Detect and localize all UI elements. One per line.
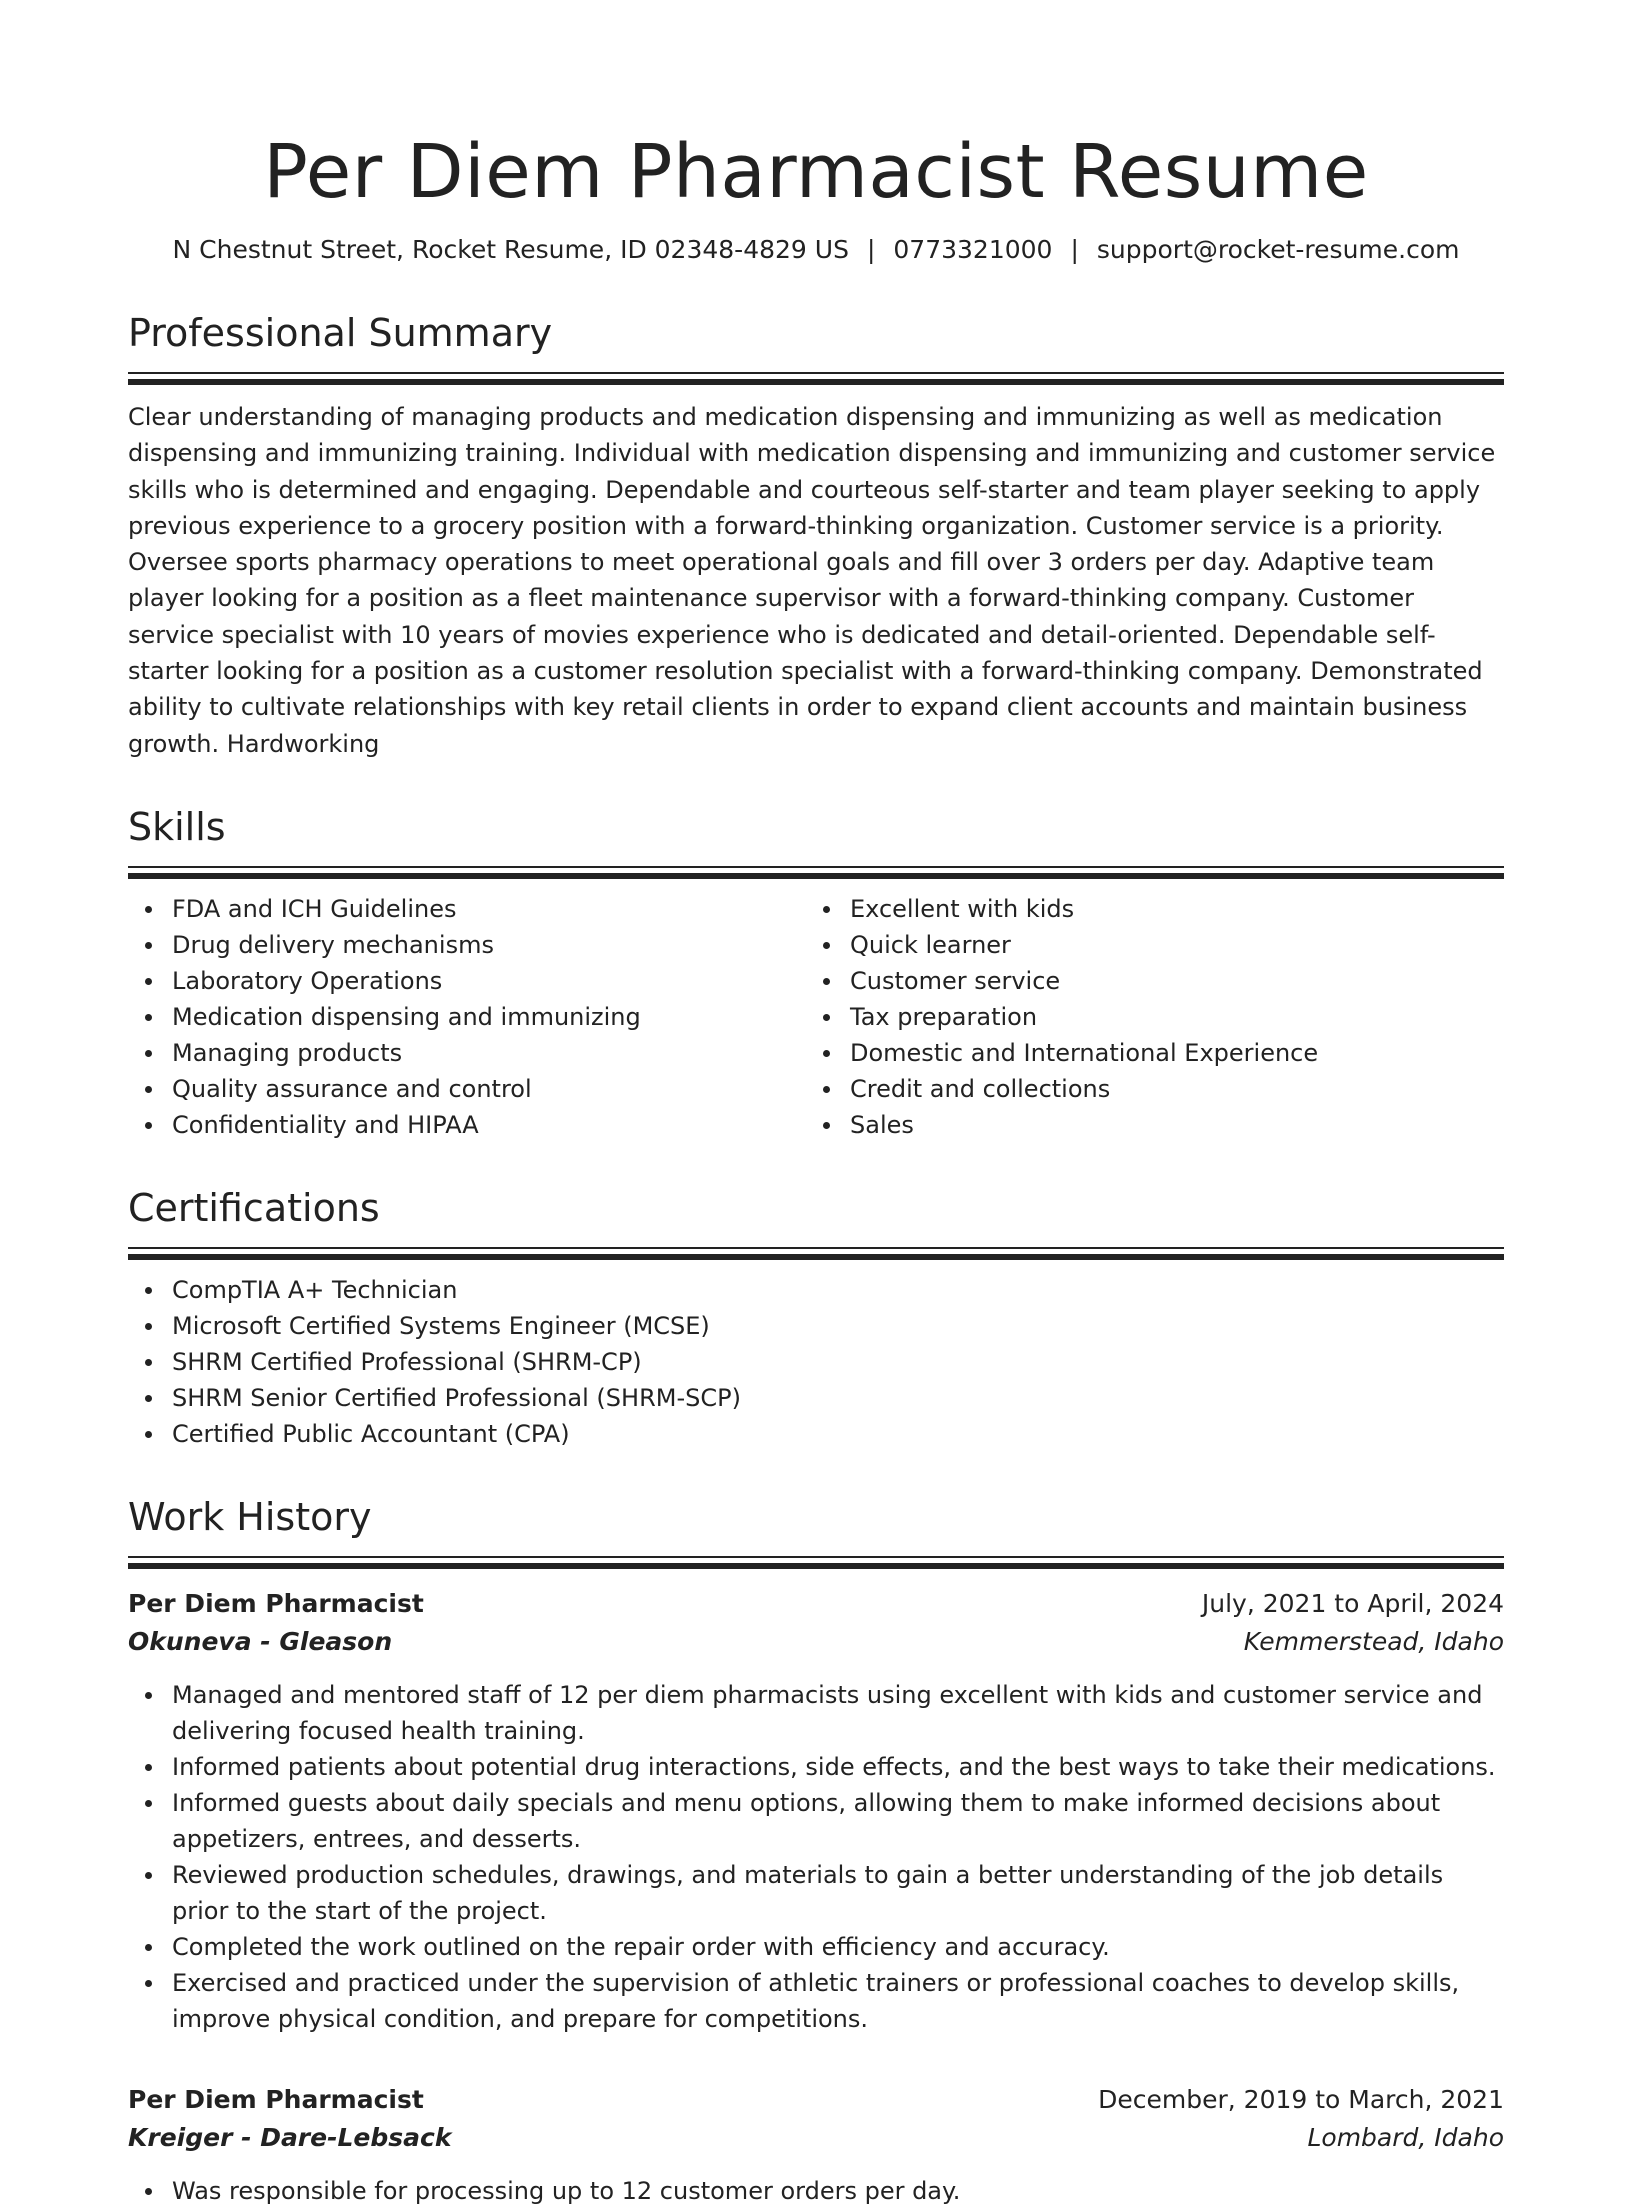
professional-summary-section bbox=[128, 308, 1504, 762]
skills-section bbox=[128, 802, 1504, 1143]
job-bullets bbox=[128, 2173, 1504, 2209]
skill-item: Quality assurance and control bbox=[128, 1071, 806, 1107]
section-divider bbox=[128, 1556, 1504, 1567]
certifications-section bbox=[128, 1183, 1504, 1452]
section-heading: Skills bbox=[128, 804, 226, 849]
job-bullet: Managed and mentored staff of 12 per diem pharmacists using excellent with kids and customer service and delivering focused health training. bbox=[128, 1677, 1504, 1749]
job-subheader-row bbox=[128, 1623, 1504, 1661]
skill-item: Drug delivery mechanisms bbox=[128, 927, 806, 963]
job-bullet: Informed patients about potential drug interactions, side effects, and the best ways to take their medications. bbox=[128, 1749, 1504, 1785]
skill-item: Credit and collections bbox=[806, 1071, 1484, 1107]
skill-item: Domestic and International Experience bbox=[806, 1035, 1484, 1071]
job-location: Kemmerstead, Idaho bbox=[1243, 1626, 1504, 1656]
skills-list-left bbox=[128, 891, 806, 1143]
skill-item: Customer service bbox=[806, 963, 1484, 999]
skill-item: Excellent with kids bbox=[806, 891, 1484, 927]
job-title: Per Diem Pharmacist bbox=[128, 1588, 424, 1618]
certification-item: Certified Public Accountant (CPA) bbox=[128, 1416, 1504, 1452]
skill-item: Quick learner bbox=[806, 927, 1484, 963]
resume-page bbox=[128, 118, 1504, 2209]
job-dates: December, 2019 to March, 2021 bbox=[1098, 2084, 1504, 2114]
skill-item: Tax preparation bbox=[806, 999, 1484, 1035]
skill-item: Sales bbox=[806, 1107, 1484, 1143]
work-history-section bbox=[128, 1492, 1504, 2209]
contact-separator: | bbox=[1070, 235, 1079, 264]
section-divider bbox=[128, 1247, 1504, 1258]
skill-item: Medication dispensing and immunizing bbox=[128, 999, 806, 1035]
job-entry bbox=[128, 1585, 1504, 2037]
skill-item: FDA and ICH Guidelines bbox=[128, 891, 806, 927]
job-bullets bbox=[128, 1677, 1504, 2037]
resume-title: Per Diem Pharmacist Resume bbox=[263, 129, 1369, 215]
skills-grid bbox=[128, 891, 1504, 1143]
certification-item: SHRM Certified Professional (SHRM-CP) bbox=[128, 1344, 1504, 1380]
job-company: Okuneva - Gleason bbox=[128, 1626, 393, 1656]
job-bullet: Exercised and practiced under the supervision of athletic trainers or professional coaches to develop skills, improve physical condition, and prepare for competitions. bbox=[128, 1965, 1504, 2037]
section-heading: Certifications bbox=[128, 1185, 380, 1230]
job-bullet: Reviewed production schedules, drawings, and materials to gain a better understanding of the job details prior to the start of the project. bbox=[128, 1857, 1504, 1929]
section-heading: Work History bbox=[128, 1494, 372, 1539]
contact-email[interactable]: support@rocket-resume.com bbox=[1096, 235, 1460, 264]
contact-phone[interactable]: 0773321000 bbox=[893, 235, 1053, 264]
contact-address: N Chestnut Street, Rocket Resume, ID 02348-4829 US bbox=[172, 235, 849, 264]
skill-item: Confidentiality and HIPAA bbox=[128, 1107, 806, 1143]
certification-item: CompTIA A+ Technician bbox=[128, 1272, 1504, 1308]
section-divider bbox=[128, 866, 1504, 877]
skill-item: Laboratory Operations bbox=[128, 963, 806, 999]
job-company: Kreiger - Dare-Lebsack bbox=[128, 2122, 452, 2152]
contact-line bbox=[128, 232, 1504, 268]
contact-separator: | bbox=[866, 235, 876, 264]
skill-item: Managing products bbox=[128, 1035, 806, 1071]
certification-item: SHRM Senior Certified Professional (SHRM-SCP) bbox=[128, 1380, 1504, 1416]
job-dates: July, 2021 to April, 2024 bbox=[1201, 1588, 1504, 1618]
section-heading: Professional Summary bbox=[128, 311, 553, 355]
summary-text: Clear understanding of managing products and medication dispensing and immunizing as well as medication dispensing and immunizing training. Individual with medication dispensing and immunizing and customer service skills who is determined and engaging. Dependable and courteous self-starter and team player seeking to apply previous experience to a grocery position with a forward-thinking organization. Customer service is a priority. Oversee sports pharmacy operations to meet operational goals and fill over 3 orders per day. Adaptive team player looking for a position as a fleet maintenance supervisor with a forward-thinking company. Customer service specialist with 10 years of movies experience who is dedicated and detail-oriented. Dependable self-starter looking for a position as a customer resolution specialist with a forward-thinking company. Demonstrated ability to cultivate relationships with key retail clients in order to expand client accounts and maintain business growth. Hardworking bbox=[128, 403, 1496, 758]
certifications-list bbox=[128, 1272, 1504, 1452]
job-bullet: Informed guests about daily specials and menu options, allowing them to make informed decisions about appetizers, entrees, and desserts. bbox=[128, 1785, 1504, 1857]
job-header-row bbox=[128, 2081, 1504, 2119]
job-header-row bbox=[128, 1585, 1504, 1623]
job-subheader-row bbox=[128, 2119, 1504, 2157]
job-title: Per Diem Pharmacist bbox=[128, 2084, 424, 2114]
skills-list-right bbox=[806, 891, 1484, 1143]
certification-item: Microsoft Certified Systems Engineer (MCSE) bbox=[128, 1308, 1504, 1344]
job-entry bbox=[128, 2081, 1504, 2209]
section-divider bbox=[128, 372, 1504, 383]
job-location: Lombard, Idaho bbox=[1307, 2122, 1504, 2152]
job-bullet: Completed the work outlined on the repair order with efficiency and accuracy. bbox=[128, 1929, 1504, 1965]
job-bullet: Was responsible for processing up to 12 customer orders per day. bbox=[128, 2173, 1504, 2209]
